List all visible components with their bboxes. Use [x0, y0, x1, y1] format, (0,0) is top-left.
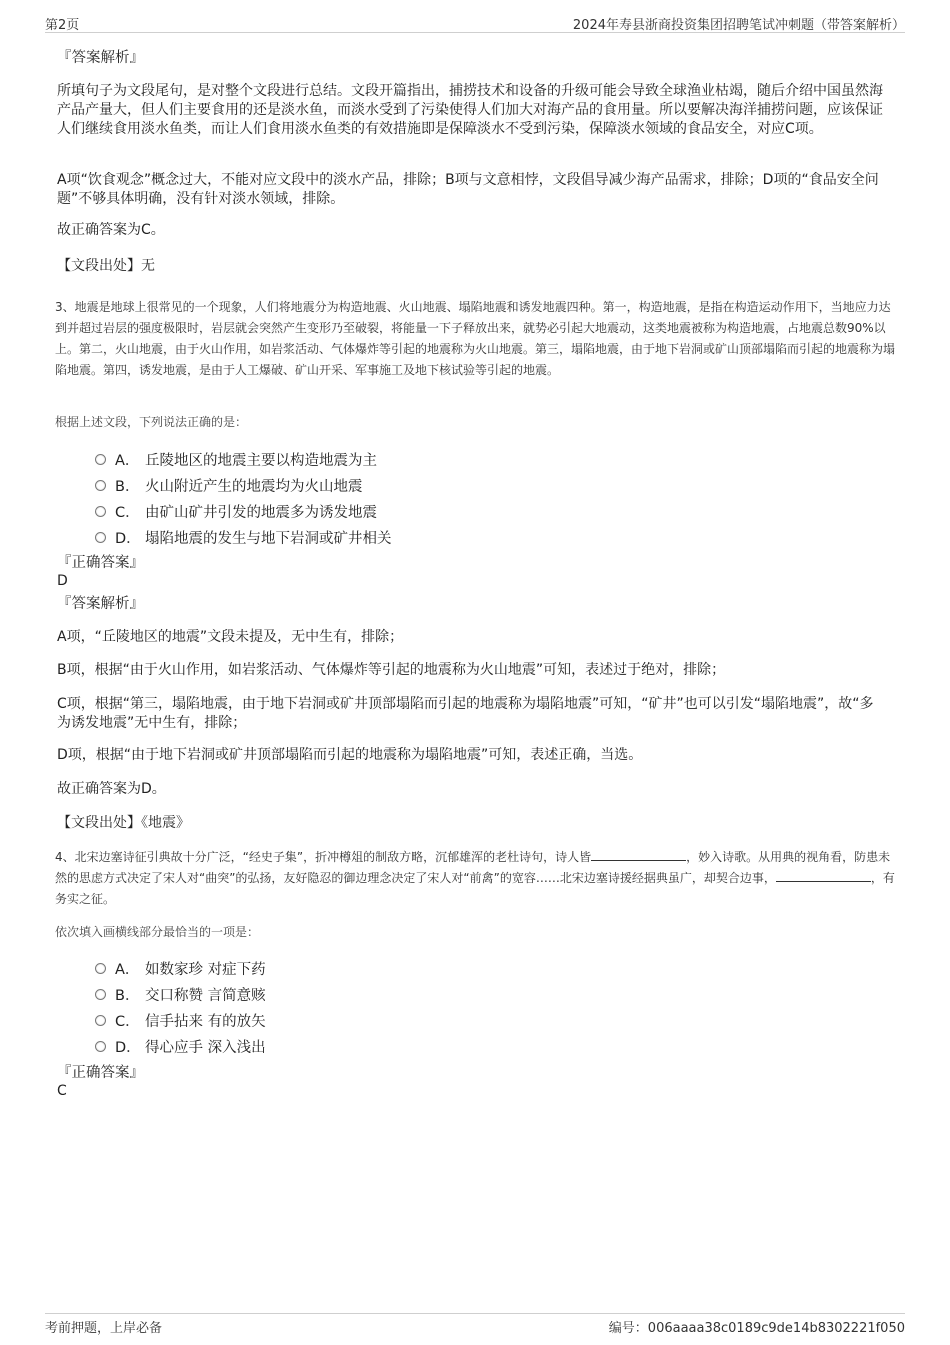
stem-text: ，妙入诗歌。从用典的视角看，防患未然的思虑方式决定了宋人对“曲突”的弘扬，友好隐忍的御边理念决定了宋人对“前禽”的宽容……北宋边塞诗援经据典虽广，却契合边事，: [55, 850, 891, 885]
option-letter: C．: [115, 1014, 140, 1030]
page-header: [45, 12, 905, 33]
fill-blank: [591, 848, 686, 861]
analysis-paragraph: D项，根据“由于地下岩洞或矿井顶部塌陷而引起的地震称为塌陷地震”可知，表述正确，当选。: [57, 747, 643, 763]
option-text: 塌陷地震的发生与地下岩洞或矿井相关: [145, 531, 392, 547]
document-title: 2024年寿县浙商投资集团招聘笔试冲刺题（带答案解析）: [572, 18, 905, 33]
answer-label: 『正确答案』: [57, 1065, 144, 1081]
source: 【文段出处】《地震》: [57, 815, 190, 831]
radio-icon[interactable]: [95, 532, 106, 543]
radio-icon[interactable]: [95, 480, 106, 491]
analysis-paragraph: B项，根据“由于火山作用，如岩浆活动、气体爆炸等引起的地震称为火山地震”可知，表述过于绝对，排除；: [57, 662, 726, 678]
stem-text: ，有务实之征。: [55, 871, 895, 906]
document-id: 编号：006aaaa38c0189c9de14b8302221f050: [608, 1321, 905, 1336]
conclusion: 故正确答案为C。: [57, 222, 165, 238]
correct-answer: C: [57, 1083, 67, 1099]
question-stem: 3、地震是地球上很常见的一个现象，人们将地震分为构造地震、火山地震、塌陷地震和诱发地震四种。第一，构造地震，是指在构造运动作用下，当地应力达到并超过岩层的强度极限时，岩层就会突然产生变形乃至破裂，将能量一下子释放出来，就势必引起大地震动，这类地震被称为构造地震，占地震总数90%以上。第二，火山地震，由于火山作用，如岩浆活动、气体爆炸等引起的地震称为火山地震。第三，塌陷地震，由于地下岩洞或矿山顶部塌陷而引起的地震称为塌陷地震。第四，诱发地震，是由于人工爆破、矿山开采、军事施工及地下核试验等引起的地震。: [55, 300, 896, 377]
option-text: 如数家珍 对症下药: [145, 962, 266, 978]
radio-icon[interactable]: [95, 506, 106, 517]
radio-icon[interactable]: [95, 1041, 106, 1052]
option-letter: D．: [115, 1040, 141, 1056]
analysis-paragraph: A项“饮食观念”概念过大，不能对应文段中的淡水产品，排除；B项与文意相悖，文段倡导减少海产品需求，排除；D项的“食品安全问题”不够具体明确，没有针对淡水领域，排除。: [57, 172, 879, 207]
option-text: 火山附近产生的地震均为火山地震: [145, 479, 363, 495]
option-text: 丘陵地区的地震主要以构造地震为主: [145, 453, 377, 469]
conclusion: 故正确答案为D。: [57, 781, 166, 797]
analysis-paragraph: 所填句子为文段尾句，是对整个文段进行总结。文段开篇指出，捕捞技术和设备的升级可能会导致全球渔业枯竭，随后介绍中国虽然海产品产量大，但人们主要食用的还是淡水鱼，而淡水受到了污染使得人们加大对海产品的食用量。所以要解决海洋捕捞问题，应该保证人们继续食用淡水鱼类，而让人们食用淡水鱼类的有效措施即是保障淡水不受到污染，保障淡水领域的食品安全，对应C项。: [57, 83, 883, 137]
answer-label: 『正确答案』: [57, 555, 144, 571]
stem-text: 4、北宋边塞诗征引典故十分广泛，“经史子集”，折冲樽俎的制敌方略，沉郁雄浑的老杜诗句，诗人皆: [55, 850, 592, 864]
analysis-paragraph: C项，根据“第三，塌陷地震，由于地下岩洞或矿井顶部塌陷而引起的地震称为塌陷地震”可知，“矿井”也可以引发“塌陷地震”，故“多为诱发地震”无中生有，排除；: [57, 696, 874, 731]
fill-blank: [776, 869, 871, 882]
radio-icon[interactable]: [95, 454, 106, 465]
radio-icon[interactable]: [95, 963, 106, 974]
option-letter: A．: [115, 453, 140, 469]
analysis-paragraph: A项，“丘陵地区的地震”文段未提及，无中生有，排除；: [57, 629, 404, 645]
option-text: 得心应手 深入浅出: [145, 1040, 266, 1056]
source: 【文段出处】无: [57, 258, 155, 274]
footer-slogan: 考前押题，上岸必备: [45, 1321, 163, 1336]
analysis-label: 『答案解析』: [57, 596, 144, 612]
option-text: 由矿山矿井引发的地震多为诱发地震: [145, 505, 377, 521]
page-number: 第2页: [45, 18, 80, 33]
option-text: 信手拈来 有的放矢: [145, 1014, 266, 1030]
question-prompt: 根据上述文段，下列说法正确的是：: [55, 415, 248, 429]
option-letter: A．: [115, 962, 140, 978]
page-footer: [45, 1313, 905, 1336]
option-letter: B．: [115, 479, 140, 495]
question-stem: [55, 847, 900, 910]
option-letter: C．: [115, 505, 140, 521]
radio-icon[interactable]: [95, 1015, 106, 1026]
option-text: 交口称赞 言简意赅: [145, 988, 266, 1004]
question-prompt: 依次填入画横线部分最恰当的一项是：: [55, 925, 260, 939]
option-letter: D．: [115, 531, 141, 547]
correct-answer: D: [57, 573, 68, 589]
radio-icon[interactable]: [95, 989, 106, 1000]
option-letter: B．: [115, 988, 140, 1004]
analysis-label: 『答案解析』: [57, 50, 144, 66]
